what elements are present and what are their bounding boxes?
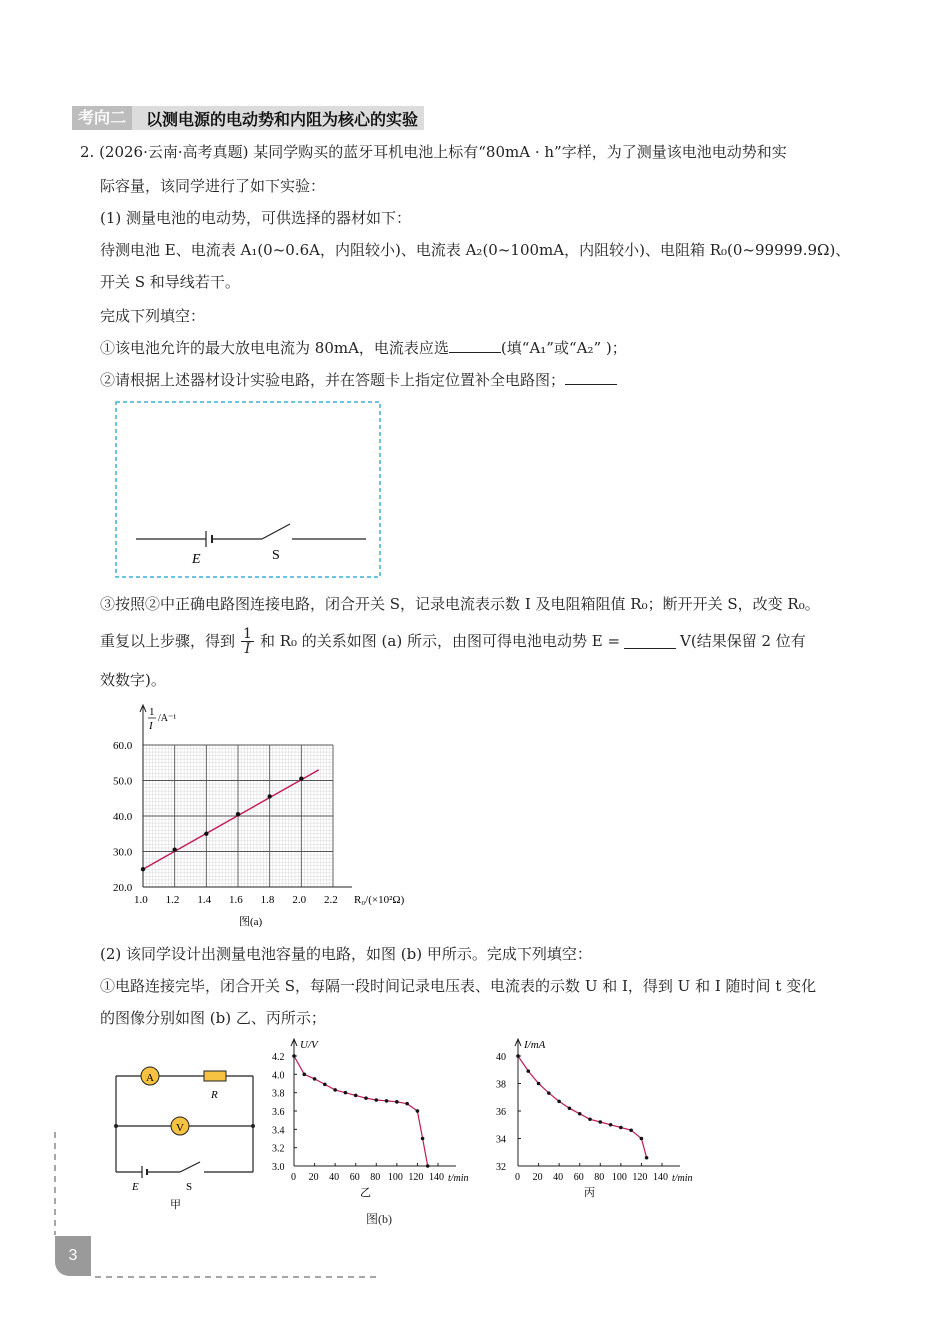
x-tick-label: 2.2 [324,894,338,906]
q2-line [100,370,617,390]
x-tick-label: 1.2 [165,894,180,906]
data-point [292,1054,296,1058]
fill-prompt: 完成下列填空： [100,307,206,325]
x-tick-label: 20 [532,1172,543,1183]
y-tick-label: 36 [496,1107,506,1118]
data-point [516,1054,520,1058]
ammeter-label: A [146,1072,154,1084]
chart-caption: 乙 [360,1187,371,1199]
data-point [421,1137,425,1141]
data-point [313,1077,317,1081]
q3-text-c: V(结果保留 2 位有 [680,632,806,650]
q2-answer-blank[interactable] [565,370,617,385]
question-line-1: 2. (2026·云南·高考真题) 某同学购买的蓝牙耳机电池上标有“80mA · h”字样，为了测量该电池电动势和实 [80,143,787,161]
data-point [405,1102,409,1106]
data-point [526,1069,530,1073]
dashed-border [116,402,380,577]
page-corner-decoration [50,1130,380,1285]
series-line [518,1056,647,1158]
x-tick-label: 1.4 [197,894,212,906]
circuit-answer-box[interactable] [114,400,384,580]
switch-blade [262,524,290,539]
q3-frac-num: 1 [243,625,252,642]
data-point [267,794,271,798]
data-point [588,1117,592,1121]
q3-line-3: 效数字)。 [100,671,166,689]
jia-battery-label: E [132,1181,139,1193]
chart-caption: 丙 [584,1187,595,1199]
y-tick-label: 3.6 [272,1107,285,1118]
q3-answer-blank[interactable] [624,634,676,649]
y-axis-label: U/V [300,1039,318,1051]
q3-text-b: 和 R₀ 的关系如图 (a) 所示，由图可得电池电动势 E = [259,632,621,650]
y-label-den: I [149,720,153,732]
data-point [364,1096,368,1100]
y-label-unit: /A⁻¹ [158,713,177,724]
q3-frac-den: I [244,640,251,657]
data-point [609,1123,613,1127]
data-point [141,867,145,871]
x-tick-label: 1.0 [134,894,148,906]
data-point [354,1094,358,1098]
section-title: 以测电源的电动势和内阻为核心的实验 [146,109,419,129]
chart-bing [486,1036,716,1206]
battery-label: E [192,552,201,567]
y-tick-label: 34 [496,1134,506,1146]
data-point [323,1083,327,1087]
junction-right [251,1124,255,1128]
x-tick-label: 1.6 [229,894,243,906]
data-point [547,1091,551,1095]
y-tick-label: 20.0 [113,882,133,894]
section-tag: 考向二 [72,106,132,130]
data-point [172,848,176,852]
section-header [72,106,424,130]
data-point [598,1120,602,1124]
x-axis-label: R₀/(×10²Ω) [354,894,405,906]
figure-b-caption: 图(b) [366,1212,392,1226]
data-point [374,1098,378,1102]
x-tick-label: 60 [573,1172,584,1183]
q1-suffix: (填“A₁”或“A₂” )； [500,339,627,357]
equipment-line-2: 开关 S 和导线若干。 [100,273,240,291]
data-point [385,1099,389,1103]
y-tick-label: 40.0 [113,811,133,823]
p2-q1-line-1: ①电路连接完毕，闭合开关 S，每隔一段时间记录电压表、电流表的示数 U 和 I，得到 U 和 I 随时间 t 变化 [100,977,817,995]
x-tick-label: 40 [553,1172,564,1183]
y-tick-label: 50.0 [113,775,133,788]
q1-line [100,338,627,358]
resistor-icon [204,1071,226,1081]
data-point [333,1088,337,1092]
x-tick-label: 1.8 [260,894,275,906]
data-point [629,1128,633,1132]
y-tick-label: 40 [496,1052,506,1063]
voltmeter-label: V [176,1122,184,1134]
y-axis-label: I/mA [524,1039,546,1051]
y-tick-label: 32 [496,1162,506,1173]
x-tick-label: 0 [291,1172,296,1183]
jia-caption: 甲 [170,1199,181,1211]
data-point [302,1073,306,1077]
q3-fraction [241,627,254,656]
q3-text-a: 重复以上步骤，得到 [100,632,236,650]
chart-a [100,700,440,935]
part2-title: (2) 该同学设计出测量电池容量的电路，如图 (b) 甲所示。完成下列填空： [100,945,592,963]
x-tick-label: 40 [329,1172,340,1183]
y-tick-label: 4.2 [272,1052,285,1063]
q1-text: ①该电池允许的最大放电电流为 80mA，电流表应选 [100,339,449,357]
x-tick-label: 0 [515,1172,520,1183]
y-tick-label: 3.2 [272,1143,285,1155]
y-tick-label: 4.0 [272,1070,285,1082]
data-point [344,1091,348,1095]
y-tick-label: 3.8 [272,1088,285,1100]
page-number: 3 [55,1236,91,1276]
data-point [416,1109,420,1113]
x-tick-label: 60 [349,1172,360,1183]
data-point [557,1100,561,1104]
switch-label: S [272,548,280,563]
chart-a-caption: 图(a) [239,916,263,928]
data-point [645,1156,649,1160]
data-point [395,1100,399,1104]
x-tick-label: 140 [653,1172,668,1183]
x-axis-label: t/min [672,1173,693,1184]
x-tick-label: 2.0 [292,894,307,906]
data-point [426,1164,430,1168]
data-point [640,1137,644,1141]
p2-q1-line-2: 的图像分别如图 (b) 乙、丙所示； [100,1009,326,1027]
resistor-label: R [211,1089,218,1101]
y-label-num: 1 [149,706,155,718]
y-tick-label: 38 [496,1079,506,1091]
q3-line-2 [100,626,806,656]
x-tick-label: 140 [429,1172,444,1183]
y-tick-label: 3.4 [272,1125,285,1137]
y-tick-label: 30.0 [113,846,133,859]
x-tick-label: 100 [611,1172,627,1183]
data-point [204,832,208,836]
data-point [537,1082,541,1086]
data-point [578,1112,582,1116]
x-tick-label: 100 [387,1172,403,1183]
question-line-2: 际容量，该同学进行了如下实验： [100,177,326,195]
jia-switch-label: S [186,1181,193,1193]
data-point [568,1106,572,1110]
x-tick-label: 120 [632,1172,648,1183]
data-point [299,777,303,781]
q1-answer-blank[interactable] [449,338,501,353]
equipment-line-1: 待测电池 E、电流表 A₁(0~0.6A，内阻较小)、电流表 A₂(0~100mA，内阻较小)、电阻箱 R₀(0~99999.9Ω)、 [100,241,851,259]
data-point [236,812,240,816]
data-point [619,1126,623,1130]
q3-line-1: ③按照②中正确电路图连接电路，闭合开关 S，记录电流表示数 I 及电阻箱阻值 R₀；断开开关 S，改变 R₀。 [100,595,820,613]
y-tick-label: 60.0 [113,740,133,752]
x-tick-label: 80 [594,1172,605,1183]
x-tick-label: 120 [408,1172,424,1183]
junction-left [114,1124,118,1128]
x-axis-label: t/min [448,1173,469,1184]
x-tick-label: 80 [370,1172,381,1183]
x-tick-label: 20 [308,1172,319,1183]
y-tick-label: 3.0 [272,1162,285,1173]
q2-text: ②请根据上述器材设计实验电路，并在答题卡上指定位置补全电路图； [100,371,566,389]
part1-title: (1) 测量电池的电动势，可供选择的器材如下： [100,209,412,227]
